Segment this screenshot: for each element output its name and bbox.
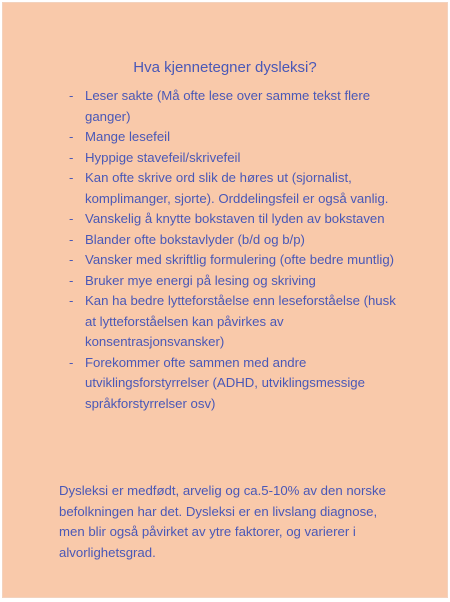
list-item-text: Bruker mye energi på lesing og skriving: [85, 272, 316, 288]
bullet-dash: -: [69, 129, 74, 144]
list-item: [69, 148, 409, 169]
summary-paragraph: Dysleksi er medfødt, arvelig og ca.5-10% av den norske befolkningen har det. Dysleksi er en livslang diagnose, men blir også påvirket av ytre faktorer, og varierer i alvorlighetsgrad.: [59, 483, 386, 560]
bullet-dash: -: [69, 272, 74, 288]
bullet-dash: -: [69, 252, 74, 267]
characteristics-list: [69, 86, 409, 414]
list-item-text: Forekommer ofte sammen med andre utviklingsforstyrrelser (ADHD, utviklingsmessige språkforstyrrelser osv): [85, 354, 365, 411]
list-item: [69, 209, 409, 230]
list-item: [69, 353, 409, 415]
bullet-dash: -: [69, 170, 74, 185]
list-item-text: Hyppige stavefeil/skrivefeil: [85, 149, 241, 165]
list-item-text: Vansker med skriftlig formulering (ofte bedre muntlig): [85, 252, 395, 267]
list-item-text: Blander ofte bokstavlyder (b/d og b/p): [85, 231, 305, 247]
list-item-text: Mange lesefeil: [85, 129, 171, 144]
list-item-text: Vanskelig å knytte bokstaven til lyden av bokstaven: [85, 211, 385, 226]
list-item: [69, 230, 409, 251]
list-item: [69, 127, 409, 148]
list-item: [69, 168, 409, 209]
list-item-text: Leser sakte (Må ofte lese over samme tekst flere ganger): [85, 88, 371, 124]
bullet-dash: -: [69, 211, 74, 226]
list-item-text: Kan ha bedre lytteforståelse enn leseforståelse (husk at lytteforståelsen kan påvirkes av konsentrasjonsvansker): [85, 293, 396, 349]
bullet-dash: -: [69, 293, 74, 308]
bullet-dash: -: [69, 231, 74, 247]
bullet-dash: -: [69, 88, 74, 103]
document-page: [2, 2, 448, 598]
list-item-text: Kan ofte skrive ord slik de høres ut (sjornalist, komplimanger, sjorte). Orddelingsfeil er også vanlig.: [85, 170, 389, 206]
list-item: [69, 250, 409, 271]
bullet-dash: -: [69, 149, 74, 165]
list-item: [69, 291, 409, 353]
page-title: Hva kjennetegner dysleksi?: [133, 59, 317, 76]
bullet-dash: -: [69, 354, 74, 370]
list-item: [69, 271, 409, 292]
list-item: [69, 86, 409, 127]
